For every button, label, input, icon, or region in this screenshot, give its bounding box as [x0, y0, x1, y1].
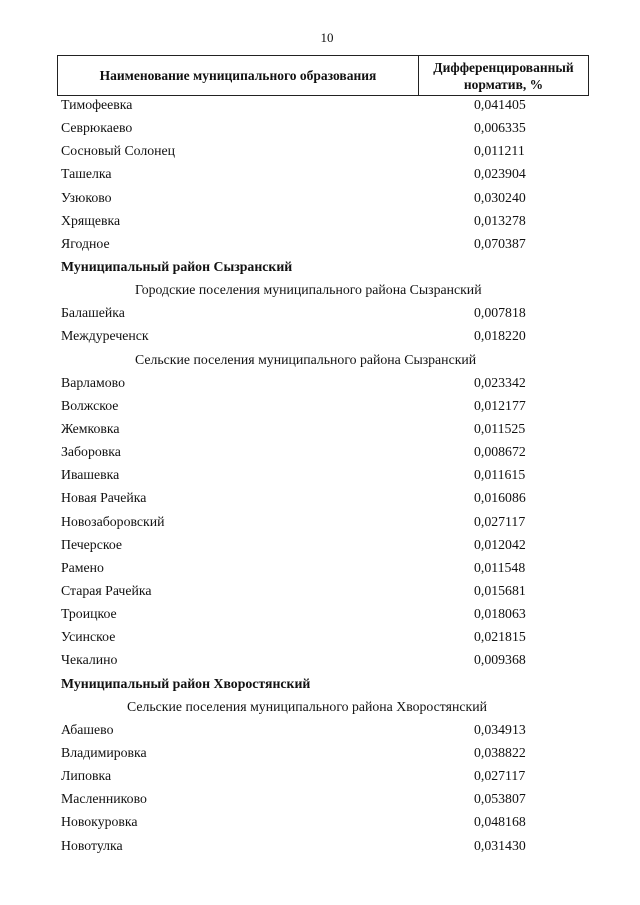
- header-norm-line1: Дифференцированный: [433, 59, 574, 75]
- norm-value: 0,027117: [474, 768, 526, 784]
- norm-value: 0,021815: [474, 629, 526, 645]
- norm-value: 0,030240: [474, 189, 526, 205]
- municipality-name: Владимировка: [61, 744, 147, 760]
- header-norm-column: [419, 56, 588, 95]
- norm-value: 0,023342: [474, 374, 526, 390]
- table-row: [0, 417, 640, 440]
- section-title: Муниципальный район Сызранский: [61, 258, 293, 274]
- norm-value: 0,006335: [474, 120, 526, 136]
- norm-value: 0,053807: [474, 791, 526, 807]
- municipality-name: Новая Рачейка: [61, 490, 147, 506]
- municipality-name: Липовка: [61, 768, 112, 784]
- table-row: [0, 533, 640, 556]
- section-title: Городские поселения муниципального района Сызранский: [135, 282, 482, 298]
- table-row: [0, 486, 640, 509]
- municipality-name: Тимофеевка: [61, 97, 133, 112]
- table-row: [0, 324, 640, 347]
- district-heading: [0, 672, 640, 695]
- table-row: [0, 787, 640, 810]
- table-row: [0, 371, 640, 394]
- norm-value: 0,011548: [474, 559, 526, 575]
- municipality-name: Сосновый Солонец: [61, 143, 176, 159]
- norm-value: 0,012042: [474, 536, 526, 552]
- municipality-name: Жемковка: [61, 420, 120, 436]
- municipality-name: Волжское: [61, 397, 119, 413]
- municipality-name: Печерское: [61, 536, 123, 552]
- norm-value: 0,011211: [474, 143, 525, 159]
- table-row: [0, 834, 640, 857]
- norm-value: 0,018220: [474, 328, 526, 344]
- municipality-name: Усинское: [61, 629, 116, 645]
- table-row: [0, 579, 640, 602]
- table-row: [0, 139, 640, 162]
- settlement-subheading: [0, 348, 640, 371]
- norm-value: 0,011525: [474, 420, 526, 436]
- municipality-name: Междуреченск: [61, 328, 149, 344]
- municipality-name: Ягодное: [61, 235, 110, 251]
- table-row: [0, 209, 640, 232]
- settlement-subheading: [0, 278, 640, 301]
- municipality-name: Чекалино: [61, 652, 118, 668]
- municipality-name: Новокуровка: [61, 814, 138, 830]
- norm-value: 0,012177: [474, 397, 526, 413]
- table-row: [0, 556, 640, 579]
- norm-value: 0,041405: [474, 97, 526, 112]
- municipality-name: Абашево: [61, 721, 114, 737]
- table-row: [0, 718, 640, 741]
- table-row: [0, 463, 640, 486]
- table-row: [0, 186, 640, 209]
- header-norm-line2: норматив, %: [463, 76, 544, 92]
- municipality-name: Ивашевка: [61, 467, 120, 483]
- norm-value: 0,070387: [474, 235, 526, 251]
- norm-value: 0,038822: [474, 744, 526, 760]
- norm-value: 0,031430: [474, 837, 526, 853]
- header-name-column: Наименование муниципального образования: [58, 56, 419, 95]
- municipality-name: Узюково: [61, 189, 112, 205]
- municipality-name: Балашейка: [61, 305, 125, 321]
- page-number: 10: [320, 30, 334, 45]
- municipality-name: Заборовка: [61, 444, 121, 460]
- table-row: [0, 232, 640, 255]
- municipality-name: Троицкое: [61, 606, 117, 622]
- norm-value: 0,027117: [474, 513, 526, 529]
- municipality-name: Старая Рачейка: [61, 582, 152, 598]
- norm-value: 0,011615: [474, 467, 526, 483]
- section-title: Муниципальный район Хворостянский: [61, 675, 311, 691]
- table-row: [0, 602, 640, 625]
- section-title: Сельские поселения муниципального района Сызранский: [135, 351, 477, 367]
- table-header: [57, 55, 589, 96]
- table-row: [0, 810, 640, 833]
- municipality-name: Ташелка: [61, 166, 112, 182]
- section-title: Сельские поселения муниципального района Хворостянский: [127, 698, 487, 714]
- table-row: [0, 162, 640, 185]
- municipality-name: Масленниково: [61, 791, 147, 807]
- table-row: [0, 648, 640, 671]
- table-row: [0, 301, 640, 324]
- norm-value: 0,016086: [474, 490, 526, 506]
- norm-value: 0,034913: [474, 721, 526, 737]
- norm-value: 0,013278: [474, 212, 526, 228]
- settlement-subheading: [0, 695, 640, 718]
- norm-value: 0,015681: [474, 582, 526, 598]
- municipality-name: Севрюкаево: [61, 120, 133, 136]
- table-row: [0, 764, 640, 787]
- municipality-name: Варламово: [61, 374, 125, 390]
- norm-value: 0,018063: [474, 606, 526, 622]
- municipality-name: Новозаборовский: [61, 513, 165, 529]
- district-heading: [0, 255, 640, 278]
- municipality-name: Новотулка: [61, 837, 123, 853]
- norm-value: 0,048168: [474, 814, 526, 830]
- norm-value: 0,023904: [474, 166, 526, 182]
- table-row: [0, 116, 640, 139]
- table-row: [0, 440, 640, 463]
- municipality-name: Рамено: [61, 559, 104, 575]
- norm-value: 0,008672: [474, 444, 526, 460]
- table-row: [0, 510, 640, 533]
- norm-value: 0,007818: [474, 305, 526, 321]
- norm-value: 0,009368: [474, 652, 526, 668]
- table-body: [0, 93, 640, 857]
- municipality-name: Хрящевка: [61, 212, 121, 228]
- table-row: [0, 625, 640, 648]
- table-row: [0, 741, 640, 764]
- table-row: [0, 93, 640, 116]
- table-row: [0, 394, 640, 417]
